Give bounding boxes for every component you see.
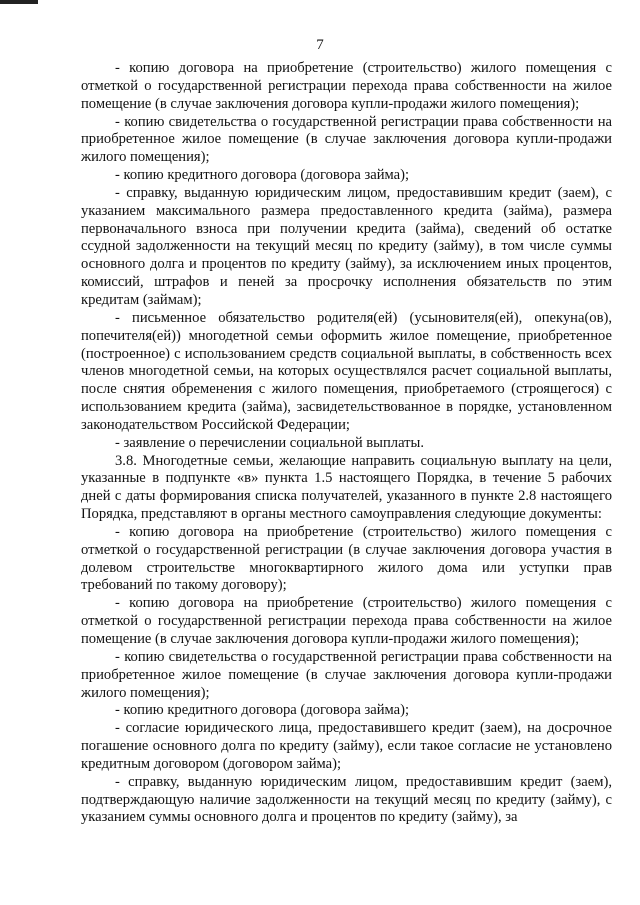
paragraph-1: - копию договора на приобретение (строительство) жилого помещения с отметкой о государственной регистрации перехода права собственности на жилое помещение (в случае заключения договора купли-продажи жилого помещения); [81,60,612,112]
page-number: 7 [316,37,324,53]
paragraph-8: - копию договора на приобретение (строительство) жилого помещения с отметкой о государственной регистрации (в случае заключения договора участия в долевом строительстве многоквартирного жилого дома или уступки прав требований по такому договору); [81,523,612,594]
paragraph-6: - заявление о перечислении социальной выплаты. [115,434,424,451]
paragraph-5: - письменное обязательство родителя(ей) (усыновителя(ей), опекуна(ов), попечителя(ей)) многодетной семьи оформить жилое помещение, приобретенное (построенное) с использованием средств социальной выплаты, в собственность всех членов многодетной семьи, на которых осуществлялся расчет социальной выплаты, после снятия обременения с жилого помещения, приобретаемого (строящегося) с использованием кредита (займа), засвидетельствованное в порядке, установленном законодательством Российской Федерации; [81,309,612,433]
paragraph-13: - справку, выданную юридическим лицом, предоставившим кредит (заем), подтверждающую наличие задолженности на текущий месяц по кредиту (займу), с указанием суммы основного долга и процентов по кредиту (займу), за [81,773,612,826]
paragraph-2: - копию свидетельства о государственной регистрации права собственности на приобретенное жилое помещение (в случае заключения договора купли-продажи жилого помещения); [81,113,612,166]
scan-edge-mark [0,0,38,4]
paragraph-4: - справку, выданную юридическим лицом, предоставившим кредит (заем), с указанием максимального размера предоставленного кредита (займа), размера первоначального взноса при получении кредита (займа), сведений об остатке ссудной задолженности на текущий месяц по кредиту (займу), в том числе суммы основного долга и процентов по кредиту (займу), за исключением иных процентов, комиссий, штрафов и пеней за просрочку исполнения обязательств по этим кредитам (займам); [81,184,612,308]
paragraph-7: 3.8. Многодетные семьи, желающие направить социальную выплату на цели, указанные в подпункте «в» пункта 1.5 настоящего Порядка, в течение 5 рабочих дней с даты формирования списка получателей, указанного в пункте 2.8 настоящего Порядка, представляют в органы местного самоуправления следующие документы: [81,452,612,523]
paragraph-10: - копию свидетельства о государственной регистрации права собственности на приобретенное жилое помещение (в случае заключения договора купли-продажи жилого помещения); [81,648,612,701]
paragraph-12: - согласие юридического лица, предоставившего кредит (заем), на досрочное погашение основного долга по кредиту (займу), если такое согласие не установлено кредитным договором (договором займа); [81,720,612,772]
document-body [81,60,612,827]
paragraph-11: - копию кредитного договора (договора займа); [115,702,410,719]
paragraph-3: - копию кредитного договора (договора займа); [115,167,410,184]
paragraph-9: - копию договора на приобретение (строительство) жилого помещения с отметкой о государственной регистрации перехода права собственности на жилое помещение (в случае заключения договора купли-продажи жилого помещения); [81,595,612,647]
